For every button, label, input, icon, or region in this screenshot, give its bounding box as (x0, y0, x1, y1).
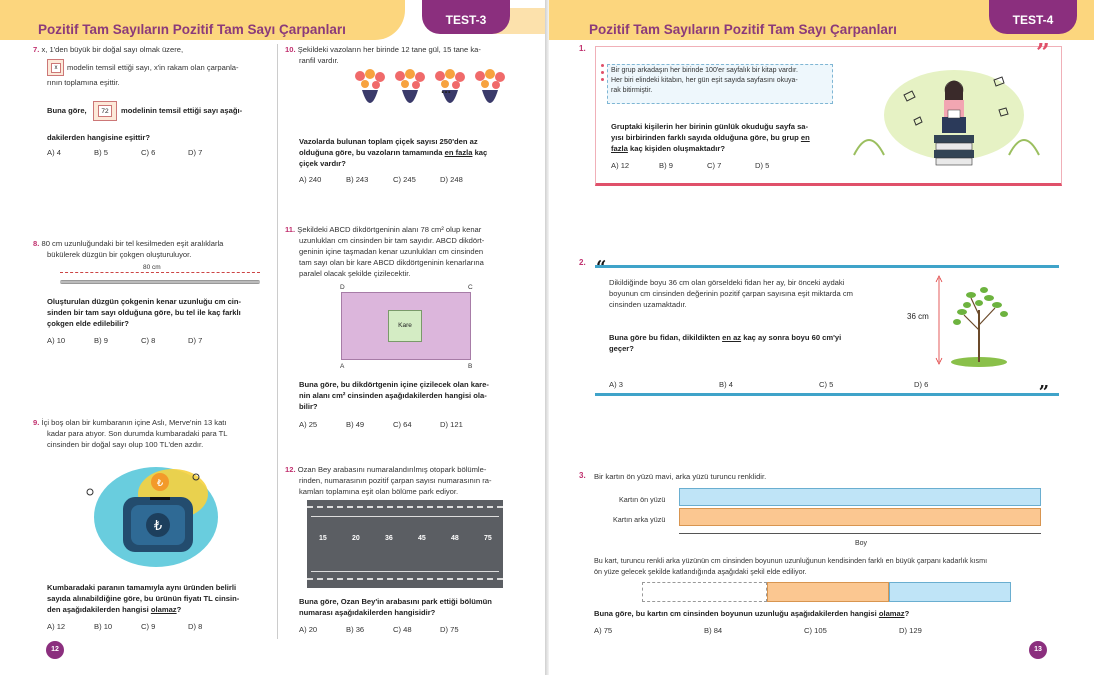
svg-text:₺: ₺ (156, 478, 164, 489)
option-d[interactable]: D) 7 (188, 336, 203, 345)
right-page-title: Pozitif Tam Sayıların Pozitif Tam Sayı Çarpanları (589, 22, 897, 37)
question-prompt: nin alanı cm² cinsinden aşağıdakilerden hangisi ola- (299, 391, 487, 400)
emphasis-word: olamaz (878, 609, 905, 618)
corner-b-label: B (468, 363, 473, 370)
question-text: Şekildeki ABCD dikdörtgeninin alanı 78 cm² olup kenar (297, 225, 482, 234)
question-text: kadar para atıyor. Son durumda kumbaradaki para TL (47, 429, 228, 438)
parking-slot: 75 (484, 535, 492, 542)
question-text: ön yüze gelecek şekilde katlandığında aşağıdaki şekil elde ediliyor. (594, 567, 807, 576)
corner-c-label: C (468, 284, 473, 291)
question-number: 1. (579, 44, 586, 53)
option-a[interactable]: A) 4 (47, 148, 61, 157)
card-front-bar (679, 488, 1041, 506)
question-text: modelin temsil ettiği sayı, x'in rakam olan çarpanla- (67, 63, 239, 72)
emphasis-word: fazla (611, 144, 628, 153)
info-text: Her biri elindeki kitabın, her gün eşit sayıda sayfasını okuya- (611, 77, 798, 84)
question-text: rinden, numarasının pozitif çarpan sayısı numarasının ra- (299, 476, 492, 485)
quote-open-icon: “ (596, 257, 607, 278)
option-c[interactable]: C) 105 (804, 626, 827, 635)
question-text: rının toplamına eşittir. (47, 78, 120, 87)
question-number: 2. (579, 258, 586, 267)
option-a[interactable]: A) 25 (299, 420, 318, 429)
left-page: Pozitif Tam Sayıların Pozitif Tam Sayı Çarpanları TEST-3 7. x, 1'den büyük bir doğal sayı olmak üzere, x modelin temsil ettiği sayı, x'in rakam olan çarpanla- rının toplamına eşittir. Buna göre, 72 modelinin temsil ettiği sayı aşağı- dakilerden hangisine eşittir? A) 4 B) 5 C) 6 D) 7 8. 80 cm uzunluğundaki bir tel kesilmeden eşit aralıklarla bükülerek düzgün bir çokgen oluşturuluyor. 80 cm Oluşturulan düzgün çokgenin kenar uzunluğu cm cin- sinden bir tam sayı olduğuna göre, bu tel ile kaç farklı çokgen elde edilebilir? A) 10 B) 9 C) 8 D) 7 9. İçi boş olan bir kumbaranın içine Aslı, Merve'nin 13 katı kadar para atıyor. Son durumda kumbaradaki para TL cinsinden bir doğal sayı olup 100 TL'den azdır. ₺ ₺ Kumbaradaki paranın tamamıyla aynı üründen belirli sayıda alınabildiğine göre, bu ürünün fiyatı TL cinsin- den aşağıdakilerden hangisi olamaz? A) 12 B) 10 C) 9 D) 8 10. Şekildeki vazoların her birinde 12 tane gül, 15 tane ka- ranfil vardır. ... Vazolarda bulunan toplam çiçek sayısı 250'den az olduğuna göre, bu vazoların tamamında en fazla kaç çiçek vardır? A) 240 B) 243 C) 245 D) 248 11. Şekildeki ABCD dikdörtgeninin alanı 78 cm² olup kenar uzunlukları cm cinsinden bir tam sayıdır. ABCD dikdört- geninin içine taşmadan kenar uzunlukları cm cinsinden tam sayı olan bir kare ABCD dikdörtgeninin kenarlarına paralel olacak şekilde çizilecektir. D C Kare A B Buna göre, bu dikdörtgenin içine çizilecek olan kare- nin alanı cm² cinsinden aşağıdakilerden hangisi ola- bilir? A) 25 B) 49 C) 64 D) 121 12. Ozan Bey arabasını numaralandırılmış otopark bölümle- rinden, numarasının pozitif çarpan sayısı numarasının ra- kamları toplamına eşit olan bölüme park ediyor. 15 20 36 45 48 75 Buna göre, Ozan Bey'in arabasını park ettiği bölümün numarası aşağıdakilerden hangisidir? A) 20 B) 36 C) 48 D) 75 12 (0, 0, 545, 675)
option-c[interactable]: C) 5 (819, 380, 834, 389)
option-b[interactable]: B) 4 (719, 380, 733, 389)
option-b[interactable]: B) 5 (94, 148, 108, 157)
question-text: Bir kartın ön yüzü mavi, arka yüzü turuncu renklidir. (594, 472, 767, 481)
wire-image (60, 280, 260, 284)
option-a[interactable]: A) 240 (299, 175, 322, 184)
question-prompt: çiçek vardır? (299, 159, 346, 168)
model-box-72: 72 (93, 101, 117, 121)
sapling-illustration (929, 270, 1039, 370)
question-text: 80 cm uzunluğundaki bir tel kesilmeden eşit aralıklarla (41, 239, 224, 248)
option-b[interactable]: B) 36 (346, 625, 365, 634)
question-number: 3. (579, 471, 586, 480)
option-a[interactable]: A) 20 (299, 625, 318, 634)
top-divider-line (595, 265, 1059, 268)
question-number: 10. (285, 45, 296, 54)
question-text: Şekildeki vazoların her birinde 12 tane gül, 15 tane ka- (297, 45, 481, 54)
corner-a-label: A (340, 363, 345, 370)
quote-icon: ” (1036, 38, 1050, 67)
option-d[interactable]: D) 248 (440, 175, 463, 184)
bottom-divider-line (595, 393, 1059, 396)
option-b[interactable]: B) 9 (659, 161, 673, 170)
question-text: ranfil vardır. (299, 56, 339, 65)
option-d[interactable]: D) 6 (914, 380, 929, 389)
emphasis-word: en (800, 133, 810, 142)
vases-illustration (350, 66, 510, 118)
question-prompt: yısı birbirinden farklı sayıda olduğuna göre, bu grup (611, 133, 799, 142)
model-box-x: x (47, 59, 64, 76)
folded-blue-part (889, 582, 1011, 602)
wire-length-label: 80 cm (143, 264, 161, 271)
question-text: Ozan Bey arabasını numaralandırılmış otopark bölümle- (297, 465, 487, 474)
question-text: cinsinden bir doğal sayı olup 100 TL'den azdır. (47, 440, 204, 449)
option-b[interactable]: B) 49 (346, 420, 365, 429)
question-text: tam sayı olan bir kare ABCD dikdörtgeninin kenarlarına (299, 258, 484, 267)
piggy-bank-illustration (78, 452, 228, 572)
question-text: Bu kart, turuncu renkli arka yüzünün cm cinsinden boyunun uzunluğunun kendisinden farklı en büyük çarpanı kadarlık kısmı (594, 556, 988, 565)
left-page-title: Pozitif Tam Sayıların Pozitif Tam Sayı Çarpanları (38, 22, 346, 37)
info-text: rak bitirmiştir. (611, 87, 653, 94)
question-prompt: bilir? (299, 402, 318, 411)
page-number-badge: 12 (46, 641, 64, 659)
length-dimension-line (679, 533, 1041, 534)
square-shape: Kare (388, 310, 422, 342)
folded-orange-part (767, 582, 889, 602)
quote-close-icon: „ (1039, 372, 1050, 393)
emphasis-word: olamaz (150, 605, 177, 614)
parking-slot: 48 (451, 535, 459, 542)
question-prompt: kaç kişiden oluşmaktadır? (630, 144, 725, 153)
option-a[interactable]: A) 12 (611, 161, 630, 170)
parking-slot: 45 (418, 535, 426, 542)
question-prompt: Buna göre bu fidan, dikildikten (609, 333, 720, 342)
question-prompt: çokgen elde edilebilir? (47, 319, 129, 328)
question-prompt: Buna göre, bu dikdörtgenin içine çizilecek olan kare- (299, 380, 489, 389)
question-text: cinsinden uzamaktadır. (609, 300, 687, 309)
question-prompt: Buna göre, Ozan Bey'in arabasını park ettiği bölümün (299, 597, 492, 606)
option-b[interactable]: B) 9 (94, 336, 108, 345)
card-back-bar (679, 508, 1041, 526)
question-text: paralel olacak şekilde çizilecektir. (299, 269, 411, 278)
question-prompt: kaç ay sonra boyu 60 cm'yi (743, 333, 842, 342)
question-text: bükülerek düzgün bir çokgen oluşturuluyor. (47, 250, 192, 259)
right-test-tab: TEST-4 (989, 0, 1077, 34)
question-prompt: modelinin temsil ettiği sayı aşağı- (121, 106, 243, 115)
parking-slot: 36 (385, 535, 393, 542)
question-prompt: geçer? (609, 344, 634, 353)
question-number: 7. (33, 45, 40, 54)
question-number: 12. (285, 465, 296, 474)
ellipsis-dots: ... (441, 82, 452, 96)
option-b[interactable]: B) 84 (704, 626, 723, 635)
question-text: kamları toplamına eşit olan bölüme park ediyor. (299, 487, 459, 496)
question-prompt: sinden bir tam sayı olduğuna göre, bu tel ile kaç farklı (47, 308, 241, 317)
option-b[interactable]: B) 243 (346, 175, 369, 184)
right-page: Pozitif Tam Sayıların Pozitif Tam Sayı Çarpanları TEST-4 1. ” Bir grup arkadaşın her birinde 100'er sayfalık bir kitap vardır. Her biri elindeki kitabın, her gün eşit sayıda sayfasını okuya- rak bitirmiştir. Gruptaki kişilerin her birinin günlük okuduğu sayfa sa- yısı birbirinden farklı sayıda olduğuna göre, bu grup en fazla kaç kişiden oluşmaktadır? A) 12 B) 9 C) 7 D) 5 2. “ Dikildiğinde boyu 36 cm olan görseldeki fidan her ay, bir önceki aydaki boyunun cm cinsinden değerinin pozitif çarpan sayısına eşit miktarda cm cinsinden uzamaktadır. 36 cm Buna göre bu fidan, dikildikten en az kaç ay sonra boyu 60 cm'yi geçer? A) 3 B) 4 C) 5 D) 6 „ 3. Bir kartın ön yüzü mavi, arka yüzü turuncu renklidir. Kartın ön yüzü Kartın arka yüzü Boy Bu kart, turuncu renkli arka yüzünün cm cinsinden boyunun uzunluğunun kendisinden farklı en büyük çarpanı kadarlık kısmı ön yüze gelecek şekilde katlandığında aşağıdaki şekil elde ediliyor. Buna göre, bu kartın cm cinsinden boyunun uzunluğu aşağıdakilerden hangisi olamaz? A) 75 B) 84 C) 105 D) 129 13 (549, 0, 1094, 675)
left-test-tab: TEST-3 (422, 0, 510, 34)
parking-slot: 15 (319, 535, 327, 542)
option-c[interactable]: C) 8 (141, 336, 156, 345)
column-divider (277, 44, 278, 639)
question-text: x, 1'den büyük bir doğal sayı olmak üzere, (41, 45, 184, 54)
question-prompt: Kumbaradaki paranın tamamıyla aynı üründen belirli (47, 583, 237, 592)
option-b[interactable]: B) 10 (94, 622, 113, 631)
question-text: İçi boş olan bir kumbaranın içine Aslı, Merve'nin 13 katı (41, 418, 227, 427)
question-prompt: sayıda alınabildiğine göre, bu ürünün fiyatı TL cinsin- (47, 594, 240, 603)
option-d[interactable]: D) 75 (440, 625, 459, 634)
option-d[interactable]: D) 7 (188, 148, 203, 157)
question-text: boyunun cm cinsinden değerinin pozitif çarpan sayısına eşit miktarda cm (609, 289, 853, 298)
question-prompt: den aşağıdakilerden hangisi (47, 605, 149, 614)
question-number: 11. (285, 225, 296, 234)
parking-slot: 20 (352, 535, 360, 542)
question-prompt: Gruptaki kişilerin her birinin günlük okuduğu sayfa sa- (611, 122, 809, 131)
option-c[interactable]: C) 9 (141, 622, 156, 631)
card-front-label: Kartın ön yüzü (619, 495, 666, 504)
option-c[interactable]: C) 6 (141, 148, 156, 157)
question-prompt: numarası aşağıdakilerden hangisidir? (299, 608, 436, 617)
option-d[interactable]: D) 5 (755, 161, 770, 170)
question-number: 8. (33, 239, 40, 248)
corner-d-label: D (340, 284, 345, 291)
option-a[interactable]: A) 75 (594, 626, 613, 635)
bullet-dots-icon (601, 64, 606, 86)
question-prompt: Buna göre, (47, 106, 87, 115)
svg-text:₺: ₺ (153, 519, 163, 534)
emphasis-word: en fazla (444, 148, 473, 157)
option-d[interactable]: D) 129 (899, 626, 922, 635)
option-d[interactable]: D) 8 (188, 622, 203, 631)
wire-dimension-line (60, 272, 260, 273)
parking-lot-image (307, 500, 503, 588)
question-text: uzunlukları cm cinsinden bir tam sayıdır. ABCD dikdört- (299, 236, 485, 245)
option-c[interactable]: C) 245 (393, 175, 416, 184)
option-c[interactable]: C) 7 (707, 161, 722, 170)
emphasis-word: en az (722, 333, 742, 342)
height-label: 36 cm (907, 312, 929, 321)
option-a[interactable]: A) 12 (47, 622, 66, 631)
option-c[interactable]: C) 48 (393, 625, 412, 634)
question-prompt: dakilerden hangisine eşittir? (47, 133, 150, 142)
length-label: Boy (855, 540, 868, 547)
question-prompt: Vazolarda bulunan toplam çiçek sayısı 250'den az (299, 137, 478, 146)
page-number-badge: 13 (1029, 641, 1047, 659)
option-a[interactable]: A) 3 (609, 380, 623, 389)
info-text: Bir grup arkadaşın her birinde 100'er sayfalık bir kitap vardır. (611, 67, 798, 74)
option-d[interactable]: D) 121 (440, 420, 463, 429)
option-a[interactable]: A) 10 (47, 336, 66, 345)
question-prompt: Oluşturulan düzgün çokgenin kenar uzunluğu cm cin- (47, 297, 242, 306)
card-back-label: Kartın arka yüzü (613, 515, 666, 524)
question-prompt: Buna göre, bu kartın cm cinsinden boyunun uzunluğu aşağıdakilerden hangisi (594, 609, 877, 618)
question-number: 9. (33, 418, 40, 427)
reading-girl-illustration (844, 55, 1044, 173)
option-c[interactable]: C) 64 (393, 420, 412, 429)
folded-empty-part (642, 582, 767, 602)
question-text: geninin içine taşmadan kenar uzunlukları cm cinsinden (299, 247, 484, 256)
question-prompt: olduğuna göre, bu vazoların tamamında (299, 148, 443, 157)
question-text: Dikildiğinde boyu 36 cm olan görseldeki fidan her ay, bir önceki aydaki (609, 278, 845, 287)
